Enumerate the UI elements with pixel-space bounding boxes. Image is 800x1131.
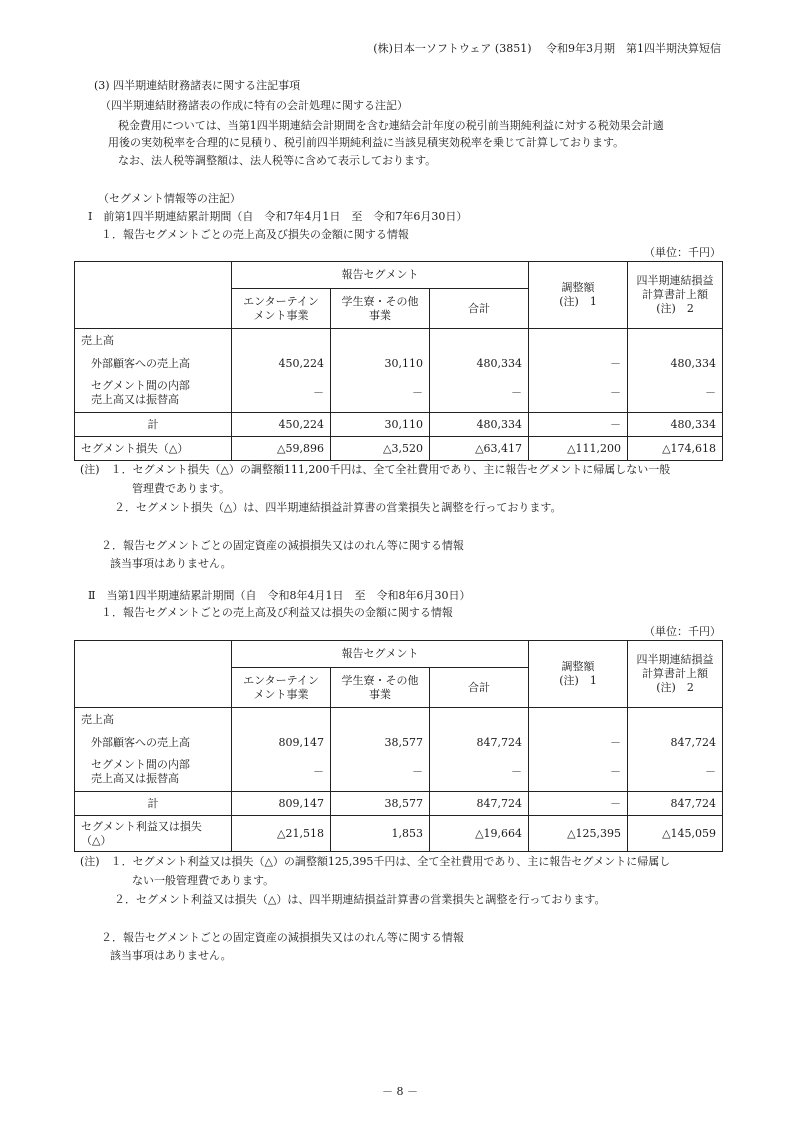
table-cell: △111,200 xyxy=(529,437,628,461)
table-row xyxy=(75,413,723,437)
period2-title: Ⅱ 当第1四半期連結累計期間（自 令和8年4月1日 至 令和8年6月30日） xyxy=(88,589,471,602)
period1-subtitle: １．報告セグメントごとの売上高及び損失の金額に関する情報 xyxy=(101,228,409,241)
section-subheading: （四半期連結財務諸表の作成に特有の会計処理に関する注記） xyxy=(100,99,408,112)
table-cell: － xyxy=(529,792,628,816)
reported-segment-header: 報告セグメント xyxy=(232,262,529,289)
table-cell: 38,577 xyxy=(331,792,430,816)
table-cell: △19,664 xyxy=(430,816,529,852)
table-row xyxy=(75,708,723,732)
period2-impairment-title: ２．報告セグメントごとの固定資産の減損損失又はのれん等に関する情報 xyxy=(101,931,464,944)
table-cell: － xyxy=(529,754,628,792)
entertainment-header: エンターテイン メント事業 xyxy=(232,668,331,708)
pl-amount-header: 四半期連結損益 計算書計上額 (注) 2 xyxy=(628,641,723,708)
table-row xyxy=(75,732,723,754)
table-cell: 847,724 xyxy=(430,792,529,816)
reported-segment-header: 報告セグメント xyxy=(232,641,529,668)
table-cell: － xyxy=(529,413,628,437)
page-number: － 8 － xyxy=(382,1085,418,1098)
table-row xyxy=(75,754,723,792)
table-cell: － xyxy=(232,754,331,792)
table-cell: 480,334 xyxy=(628,413,723,437)
period1-impairment-text: 該当事項はありません。 xyxy=(110,557,232,570)
table-row xyxy=(75,437,723,461)
table-cell: 450,224 xyxy=(232,353,331,375)
section-heading: (3) 四半期連結財務諸表に関する注記事項 xyxy=(94,79,301,92)
table-row xyxy=(75,375,723,413)
table-cell: 847,724 xyxy=(430,732,529,754)
table-cell: △174,618 xyxy=(628,437,723,461)
table-cell: 809,147 xyxy=(232,732,331,754)
entertainment-header: エンターテイン メント事業 xyxy=(232,289,331,329)
period2-note1: (注) １．セグメント利益又は損失（△）の調整額125,395千円は、全て全社費用であり、主に報告セグメントに帰属し xyxy=(80,855,671,868)
period2-note2: ２．セグメント利益又は損失（△）は、四半期連結損益計算書の営業損失と調整を行っております。 xyxy=(114,893,606,906)
period1-title: Ⅰ 前第1四半期連結累計期間（自 令和7年4月1日 至 令和7年6月30日） xyxy=(88,210,468,223)
segment-profit-loss-label: セグメント利益又は損失 （△） xyxy=(75,816,232,852)
table-row xyxy=(75,816,723,852)
period2-impairment-text: 該当事項はありません。 xyxy=(110,949,232,962)
sales-label: 売上高 xyxy=(75,329,232,353)
segment-heading: （セグメント情報等の注記） xyxy=(98,192,241,205)
table-cell: － xyxy=(529,353,628,375)
period1-segment-table xyxy=(74,261,723,461)
table-cell: 450,224 xyxy=(232,413,331,437)
table-cell: 38,577 xyxy=(331,732,430,754)
table-row xyxy=(75,353,723,375)
total-header: 合計 xyxy=(430,668,529,708)
table-corner-cell xyxy=(75,262,232,329)
total-label: 計 xyxy=(75,792,232,816)
period2-note1-cont: ない一般管理費であります。 xyxy=(132,874,275,887)
table-row xyxy=(75,329,723,353)
table-cell: － xyxy=(430,754,529,792)
table-corner-cell xyxy=(75,641,232,708)
tax-paragraph-line3: なお、法人税等調整額は、法人税等に含めて表示しております。 xyxy=(118,154,437,167)
external-sales-label: 外部顧客への売上高 xyxy=(75,732,232,754)
table-cell: － xyxy=(331,375,430,413)
table-cell: 30,110 xyxy=(331,353,430,375)
table-cell: 480,334 xyxy=(430,353,529,375)
period1-impairment-title: ２．報告セグメントごとの固定資産の減損損失又はのれん等に関する情報 xyxy=(101,539,464,552)
table-cell: △145,059 xyxy=(628,816,723,852)
table-cell: 480,334 xyxy=(628,353,723,375)
tax-paragraph-line2: 用後の実効税率を合理的に見積り、税引前四半期純利益に当該見積実効税率を乗じて計算しております。 xyxy=(108,136,625,149)
adjustment-header: 調整額 (注) 1 xyxy=(529,641,628,708)
dormitory-header: 学生寮・その他 事業 xyxy=(331,668,430,708)
total-label: 計 xyxy=(75,413,232,437)
table-cell: － xyxy=(628,754,723,792)
period2-subtitle: １．報告セグメントごとの売上高及び利益又は損失の金額に関する情報 xyxy=(101,606,453,619)
table-cell: 847,724 xyxy=(628,792,723,816)
table-cell: 847,724 xyxy=(628,732,723,754)
pl-amount-header: 四半期連結損益 計算書計上額 (注) 2 xyxy=(628,262,723,329)
table-cell: － xyxy=(232,375,331,413)
table-cell: 480,334 xyxy=(430,413,529,437)
period1-note1-cont: 管理費であります。 xyxy=(132,482,231,495)
table-cell: 809,147 xyxy=(232,792,331,816)
table-cell: 30,110 xyxy=(331,413,430,437)
document-header: (株)日本一ソフトウェア (3851) 令和9年3月期 第1四半期決算短信 xyxy=(373,42,721,55)
period1-note2: ２．セグメント損失（△）は、四半期連結損益計算書の営業損失と調整を行っております。 xyxy=(114,501,562,514)
intersegment-label: セグメント間の内部 売上高又は振替高 xyxy=(75,375,232,413)
period1-unit-label: （単位：千円） xyxy=(644,246,721,259)
table-cell: － xyxy=(529,732,628,754)
sales-label: 売上高 xyxy=(75,708,232,732)
total-header: 合計 xyxy=(430,289,529,329)
table-row xyxy=(75,792,723,816)
intersegment-label: セグメント間の内部 売上高又は振替高 xyxy=(75,754,232,792)
period1-note1: (注) １．セグメント損失（△）の調整額111,200千円は、全て全社費用であり、主に報告セグメントに帰属しない一般 xyxy=(80,463,671,476)
table-cell: △63,417 xyxy=(430,437,529,461)
table-cell: △59,896 xyxy=(232,437,331,461)
external-sales-label: 外部顧客への売上高 xyxy=(75,353,232,375)
table-cell: △125,395 xyxy=(529,816,628,852)
table-cell: － xyxy=(529,375,628,413)
table-cell: － xyxy=(628,375,723,413)
period2-unit-label: （単位：千円） xyxy=(644,625,721,638)
table-cell: △21,518 xyxy=(232,816,331,852)
tax-paragraph-line1: 税金費用については、当第1四半期連結会計期間を含む連結会計年度の税引前当期純利益に対する税効果会計適 xyxy=(118,119,664,132)
table-cell: △3,520 xyxy=(331,437,430,461)
period2-segment-table xyxy=(74,640,723,852)
table-cell: 1,853 xyxy=(331,816,430,852)
adjustment-header: 調整額 (注) 1 xyxy=(529,262,628,329)
dormitory-header: 学生寮・その他 事業 xyxy=(331,289,430,329)
table-cell: － xyxy=(331,754,430,792)
table-cell: － xyxy=(430,375,529,413)
segment-loss-label: セグメント損失（△） xyxy=(75,437,232,461)
